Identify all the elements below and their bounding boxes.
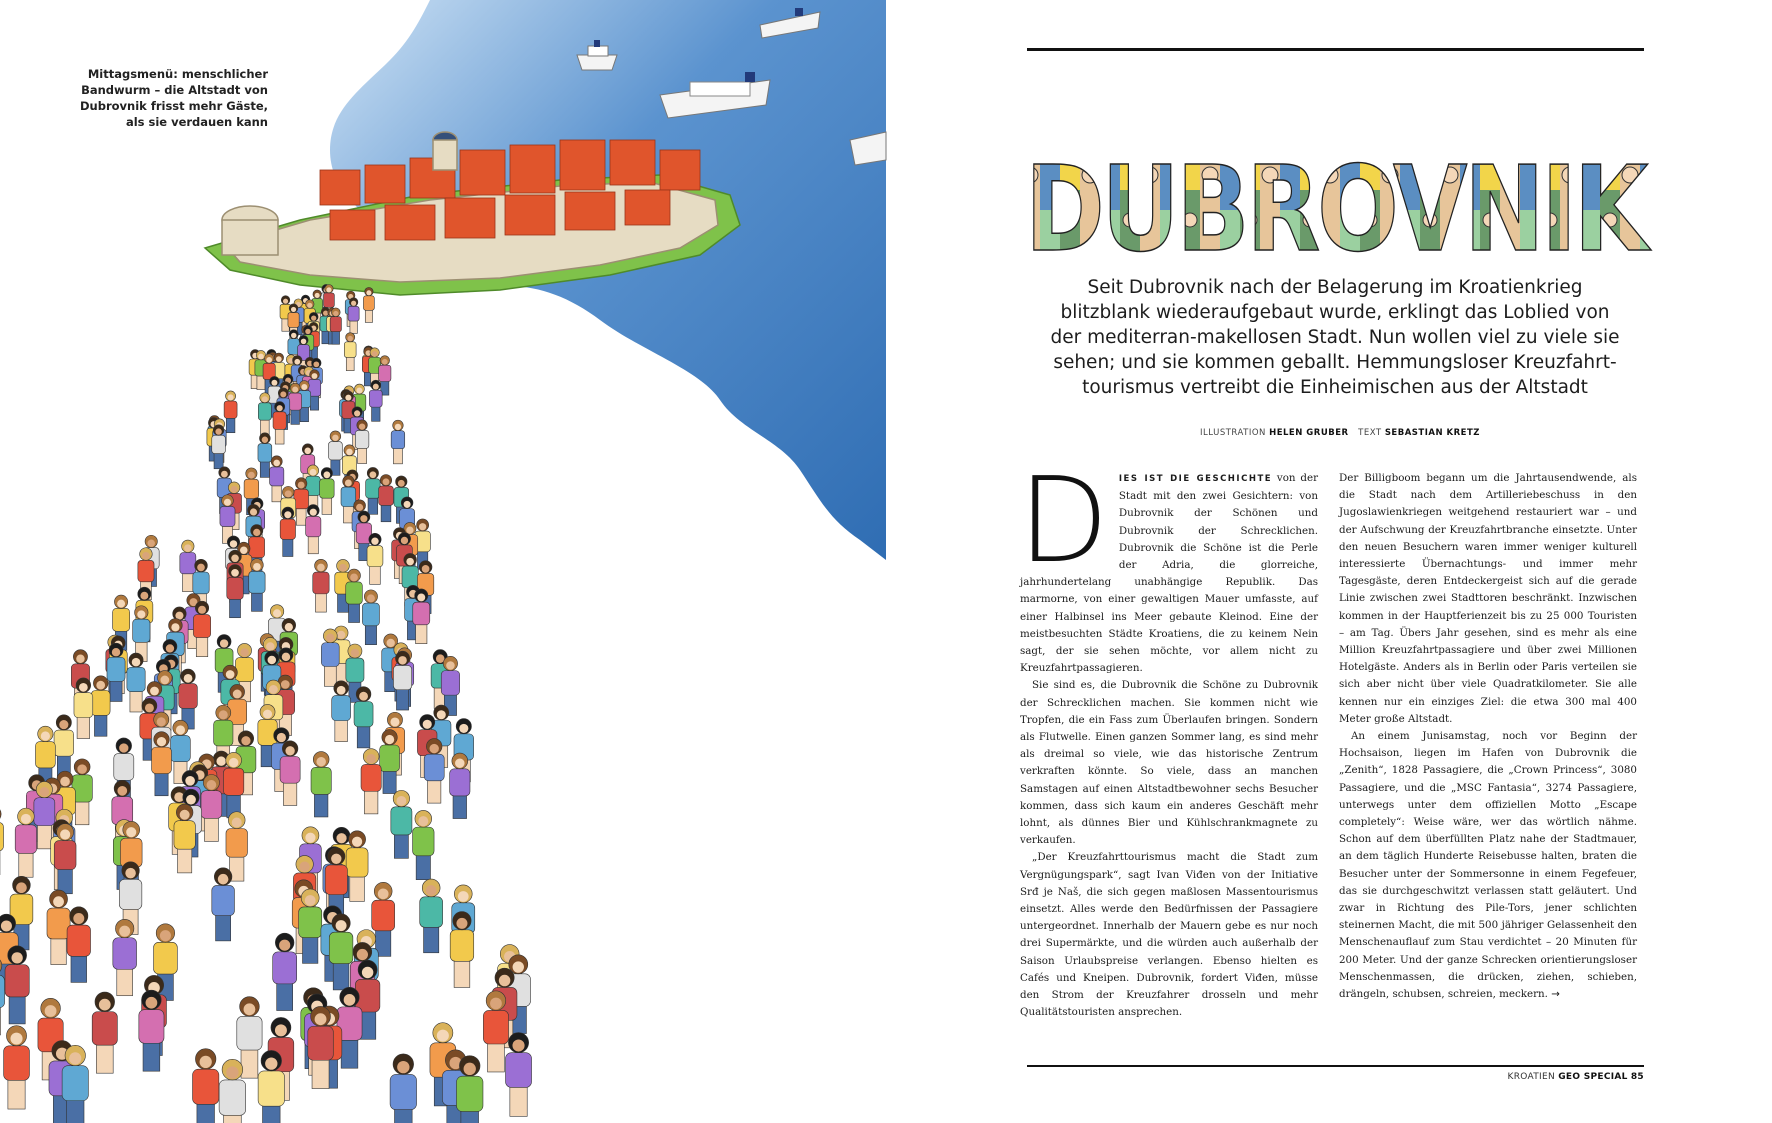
deck-line: Seit Dubrovnik nach der Belagerung im Kroatienkrieg xyxy=(1087,277,1583,298)
deck-line: tourismus vertreibt die Einheimischen aus der Altstadt xyxy=(1082,377,1588,398)
tourist-figure xyxy=(258,393,271,435)
tourist-figure xyxy=(258,1050,284,1123)
tourist-figure xyxy=(361,749,381,814)
tourist-figure xyxy=(354,687,373,748)
text-label: TEXT xyxy=(1358,428,1382,438)
top-rule xyxy=(1027,48,1644,51)
deck-line: der mediterran-makellosen Stadt. Nun wollen viel zu viele sie xyxy=(1050,327,1620,348)
tourist-figure xyxy=(4,1026,30,1109)
continue-arrow-icon[interactable]: → xyxy=(1551,988,1560,1001)
tourist-figure xyxy=(379,356,391,395)
paragraph-text: von der Stadt mit den zwei Gesichtern: von Dubrovnik der Schönen und Dubrovnik der Schrecklichen. Dubrovnik die Schöne ist die Perle der Adria, die glorreiche, jahrhundertelang unabhängige Republik. Das marmorne, von einer gewaltigen Mauer umfasste, auf einer Halbinsel ins Meer gebaute Kleinod. Eine der meistbesuchten Städte Kroatiens, die zu keinem Nein sagt, der sie sehen möchte, vor allem nicht zu Kreuzfahrtpassagieren. xyxy=(1020,472,1319,675)
tourist-figure xyxy=(74,678,93,739)
tourist-figure xyxy=(201,774,222,841)
tourist-figure xyxy=(280,741,300,806)
illustrator-name: HELEN GRUBER xyxy=(1269,428,1349,438)
tourist-figure xyxy=(344,333,356,371)
caption-line: Bandwurm – die Altstadt von xyxy=(81,83,268,97)
tourist-figure xyxy=(270,456,284,502)
tourist-figure xyxy=(483,991,508,1072)
tourist-figure xyxy=(420,879,443,953)
tourist-figure xyxy=(346,831,368,902)
tourist-figure xyxy=(321,629,339,686)
tourist-figure xyxy=(174,804,195,873)
tourist-figure xyxy=(193,1049,219,1123)
deck-line: sehen; und sie kommen geballt. Hemmungsloser Kreuzfahrt- xyxy=(1053,352,1617,373)
tourist-figure xyxy=(306,505,321,554)
tourist-figure xyxy=(273,402,286,444)
tourist-figure xyxy=(355,420,369,464)
tourist-figure xyxy=(367,533,383,584)
tourist-figure xyxy=(332,681,351,742)
tourist-figure xyxy=(346,569,363,622)
author-name: SEBASTIAN KRETZ xyxy=(1384,428,1480,438)
article-column-2 xyxy=(1339,470,1637,1003)
caption-line: Dubrovnik frisst mehr Gäste, xyxy=(80,99,268,113)
tourist-figure xyxy=(366,467,381,514)
tourist-figure xyxy=(152,732,172,796)
paragraph: Sie sind es, die Dubrovnik die Schöne zu Dubrovnik der Schrecklichen machen. Sie kommen nicht wie Tropfen, die ein Fass zum Überlaufen bringen. Sondern als Flutwelle. Einen ganzen Sommer lang, es sind mehr als dreimal so viele, wie das historische Zentrum verkraften könnte. So viele, dass an manchen Samstagen auf einen Altstadtbewohner sechs Besucher kommen, dass sich kaum ein anderes Geschäft mehr lohnt, als dünnes Bier und Kühlschrankmagnete zu verkaufen. xyxy=(1020,679,1318,847)
title-text: DUBROVNIK xyxy=(1025,140,1652,278)
tourist-figure xyxy=(67,907,90,983)
tourist-figure xyxy=(311,752,331,817)
tourist-figure xyxy=(390,1054,416,1123)
tourist-figure xyxy=(289,383,302,424)
tourist-figure xyxy=(5,946,29,1024)
tourist-figure xyxy=(320,468,335,515)
caption-line: als sie verdauen kann xyxy=(125,115,268,129)
tourist-figure xyxy=(280,507,295,556)
tourist-figure xyxy=(313,559,329,612)
tourist-figure xyxy=(249,559,265,612)
tourist-figure xyxy=(227,565,243,618)
tourist-figure xyxy=(380,730,400,794)
tourist-figure xyxy=(362,590,379,645)
illustration-caption xyxy=(68,66,268,130)
tourist-figure xyxy=(369,380,382,421)
tourist-figure xyxy=(372,882,395,956)
tourist-figure xyxy=(212,425,226,469)
magazine-name: GEO SPECIAL xyxy=(1558,1072,1628,1082)
page-footer xyxy=(1020,1072,1644,1082)
tourist-figure xyxy=(450,912,474,988)
page-number: 85 xyxy=(1630,1072,1644,1082)
article-title xyxy=(1020,140,1652,278)
paragraph xyxy=(1339,728,1637,1003)
article-column-1 xyxy=(1018,451,1319,1022)
tourist-figure xyxy=(391,420,405,464)
drop-cap: D xyxy=(1018,451,1109,589)
article-credits xyxy=(1120,428,1560,438)
tourist-figure xyxy=(391,790,412,858)
caption-line: Mittagsmenü: menschlicher xyxy=(87,67,268,81)
tourist-figure xyxy=(92,992,117,1073)
tourist-figure xyxy=(450,753,470,819)
tourist-figure xyxy=(273,933,297,1010)
paragraph: „Der Kreuzfahrttourismus macht die Stadt zum Vergnügungspark“, sagt Ivan Viđen von der Initiative Srđ je Naš, die sich gegen maßlosen Massentourismus einsetzt. Alles werde den Bedürfnissen der Passagiere untergeordnet. Innerhalb der Mauern gebe es nur noch drei Supermärkte, und die würden auch außerhalb der Saison Urlaubspreise verlangen. Ebenso hielten es Cafés und Kneipen. Dubrovnik, fordert Viđen, müsse den Strom der Kreuzfahrer drosseln und mehr Qualitätstouristen ansprechen. xyxy=(1020,851,1318,1019)
tourist-figure xyxy=(113,919,137,995)
tourist-figure xyxy=(139,990,164,1071)
tourist-figure xyxy=(330,308,341,344)
paragraph: Der Billigboom begann um die Jahrtausendwende, als die Stadt nach dem Artilleriebeschuss in den Jugoslawienkriegen weitgehend restauriert war – und der Aufschwung der Kreuzfahrtbranche einsetzte. Unter den neuen Besuchern waren immer weniger kulturell interessierte Übernachtungs- und immer mehr Tagesgäste, deren Entdeckergeist sich auf die gerade Linie zwischen zwei Stadttoren beschränkt. Inzwischen kommen in der Hauptferienzeit bis zu 25 000 Touristen – am Tag. Übers Jahr gesehen, sind es mehr als eine Million Kreuzfahrtpassagiere und über zwei Millionen Hotelgäste. Anders als in Berlin oder Paris verteilen sie sich aber nicht über viele Quadratkilometer. Sie alle kennen nur ein einziges Ziel: die etwa 300 mal 400 Meter große Altstadt. xyxy=(1339,472,1637,725)
paragraph-text: An einem Junisamstag, noch vor Beginn der Hochsaison, liegen im Hafen von Dubrovnik die „Zenith“, 1828 Passagiere, die „Crown Princess“, 3080 Passagiere, und die „MSC Fantasia“, 3274 Passagiere, unterwegs unter dem offiziellen Motto „Escape completely“: Weise wäre, wer das wörtlich nähme. Schon auf dem überfüllten Platz nahe der Stadtmauer, an dem täglich Hunderte Reisebusse halten, braten die Besucher unter der Sommersonne in einem Fegefeuer, das sie durchgeschwitzt verlassen statt geläutert. Und zwar in Richtung des Pile-Tors, jener schlichten steinernen Macht, die mit 500 jähriger Gelassenheit den Menschenauflauf zum Stau verdichtet – 20 Minuten für 200 Meter. Und der ganze Schrecken orientierungsloser Menschenmassen, die drücken, ziehen, schieben, drängeln, schubsen, schreien, meckern. xyxy=(1339,730,1637,1001)
tourist-figure xyxy=(413,589,430,644)
deck-line: blitzblank wiederaufgebaut wurde, erklingt das Loblied von xyxy=(1060,302,1610,323)
tourist-figure xyxy=(54,715,74,778)
tourist-figure xyxy=(0,806,4,875)
tourist-figure xyxy=(47,890,70,964)
tourist-figure xyxy=(379,475,394,522)
tourist-figure xyxy=(506,1033,532,1117)
tourist-figure xyxy=(219,1059,246,1123)
tourist-figure xyxy=(15,808,36,877)
tourist-figure xyxy=(193,601,210,657)
article-deck xyxy=(1040,275,1630,400)
tourist-crowd xyxy=(0,284,532,1123)
tourist-figure xyxy=(91,676,110,736)
tourist-figure xyxy=(212,868,235,941)
bottom-rule xyxy=(1027,1065,1644,1067)
section-name: KROATIEN xyxy=(1507,1072,1556,1082)
tourist-figure xyxy=(413,810,434,879)
illustration-label: ILLUSTRATION xyxy=(1200,428,1266,438)
tourist-figure xyxy=(348,298,359,334)
lead-caps: IES IST DIE GESCHICHTE xyxy=(1118,474,1273,484)
tourist-figure xyxy=(363,287,374,322)
tourist-figure xyxy=(224,391,237,433)
tourist-figure xyxy=(424,739,444,804)
